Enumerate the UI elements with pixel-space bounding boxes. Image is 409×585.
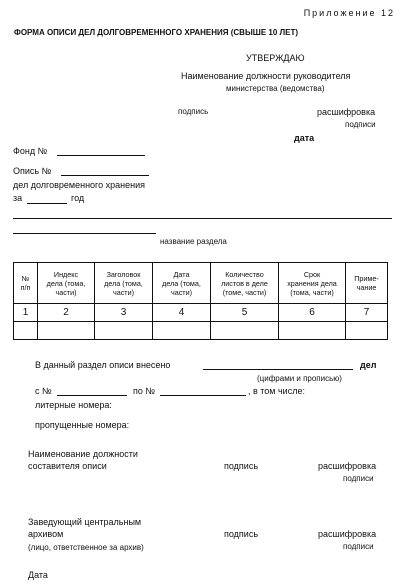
compiler-decode-line2: подписи <box>343 474 374 483</box>
table-number-row <box>14 304 388 322</box>
column-number: 3 <box>95 304 153 322</box>
summary-text: В данный раздел описи внесено <box>35 360 171 370</box>
column-header: Количество листов в деле (томе, части) <box>211 263 279 304</box>
fond-label: Фонд № <box>13 146 48 156</box>
year-line[interactable] <box>27 203 67 204</box>
approver-position-line1: Наименование должности руководителя <box>181 71 351 81</box>
column-number: 5 <box>211 304 279 322</box>
compiler-signature-label: подпись <box>224 461 259 471</box>
column-header: Заголовок дела (тома, части) <box>95 263 153 304</box>
column-number: 7 <box>346 304 388 322</box>
compiler-position-line2: составителя описи <box>28 461 107 471</box>
table-cell[interactable] <box>211 322 279 340</box>
approver-position-line2: министерства (ведомства) <box>226 84 325 93</box>
table-header-row <box>14 263 388 304</box>
compiler-decode-line1: расшифровка <box>318 461 377 471</box>
table-cell[interactable] <box>346 322 388 340</box>
section-line-1[interactable] <box>13 218 392 219</box>
column-header: Приме- чание <box>346 263 388 304</box>
table-row <box>14 322 388 340</box>
cases-count-note: (цифрами и прописью) <box>257 374 342 383</box>
table-cell[interactable] <box>95 322 153 340</box>
column-number: 1 <box>14 304 38 322</box>
column-number: 2 <box>38 304 95 322</box>
date-label: Дата <box>28 570 48 580</box>
archive-head-line1: Заведующий центральным <box>28 517 142 527</box>
list-kind-label: дел долговременного хранения <box>13 180 145 190</box>
from-number-line[interactable] <box>57 395 127 396</box>
table-cell[interactable] <box>14 322 38 340</box>
table-cell[interactable] <box>153 322 211 340</box>
archive-head-line2: архивом <box>28 529 64 539</box>
list-number-line[interactable] <box>61 175 149 176</box>
approver-signature-label: подпись <box>178 107 209 116</box>
compiler-position-line1: Наименование должности <box>28 449 138 459</box>
approver-decode-line2: подписи <box>345 120 376 129</box>
letter-numbers-label: литерные номера: <box>35 400 112 410</box>
approve-label: УТВЕРЖДАЮ <box>246 53 305 63</box>
appendix-label: Приложение 12 <box>303 8 395 18</box>
fond-number-line[interactable] <box>57 155 145 156</box>
from-label: с № <box>35 386 52 396</box>
archive-head-note: (лицо, ответственное за архив) <box>28 543 144 552</box>
column-header: Срок хранения дела (тома, части) <box>279 263 346 304</box>
section-name-caption: название раздела <box>160 237 227 246</box>
column-number: 6 <box>279 304 346 322</box>
table-cell[interactable] <box>38 322 95 340</box>
column-header: Дата дела (тома, части) <box>153 263 211 304</box>
list-label: Опись № <box>13 166 52 176</box>
year-suffix-label: год <box>71 193 85 203</box>
column-header: № п/п <box>14 263 38 304</box>
to-number-line[interactable] <box>160 395 246 396</box>
skipped-numbers-label: пропущенные номера: <box>35 420 130 430</box>
approver-date-label: дата <box>294 133 315 143</box>
archive-head-decode-line2: подписи <box>343 542 374 551</box>
year-prefix-label: за <box>13 193 23 203</box>
document-title: ФОРМА ОПИСИ ДЕЛ ДОЛГОВРЕМЕННОГО ХРАНЕНИЯ (СВЫШЕ 10 ЛЕТ) <box>14 28 299 37</box>
archive-head-signature-label: подпись <box>224 529 259 539</box>
cases-count-line[interactable] <box>203 369 353 370</box>
cases-suffix: дел <box>360 360 377 370</box>
section-line-2[interactable] <box>13 233 156 234</box>
column-number: 4 <box>153 304 211 322</box>
to-label: по № <box>133 386 156 396</box>
including-label: , в том числе: <box>248 386 305 396</box>
inventory-table <box>13 262 388 340</box>
table-cell[interactable] <box>279 322 346 340</box>
approver-decode-line1: расшифровка <box>317 107 376 117</box>
archive-head-decode-line1: расшифровка <box>318 529 377 539</box>
column-header: Индекс дела (тома, части) <box>38 263 95 304</box>
